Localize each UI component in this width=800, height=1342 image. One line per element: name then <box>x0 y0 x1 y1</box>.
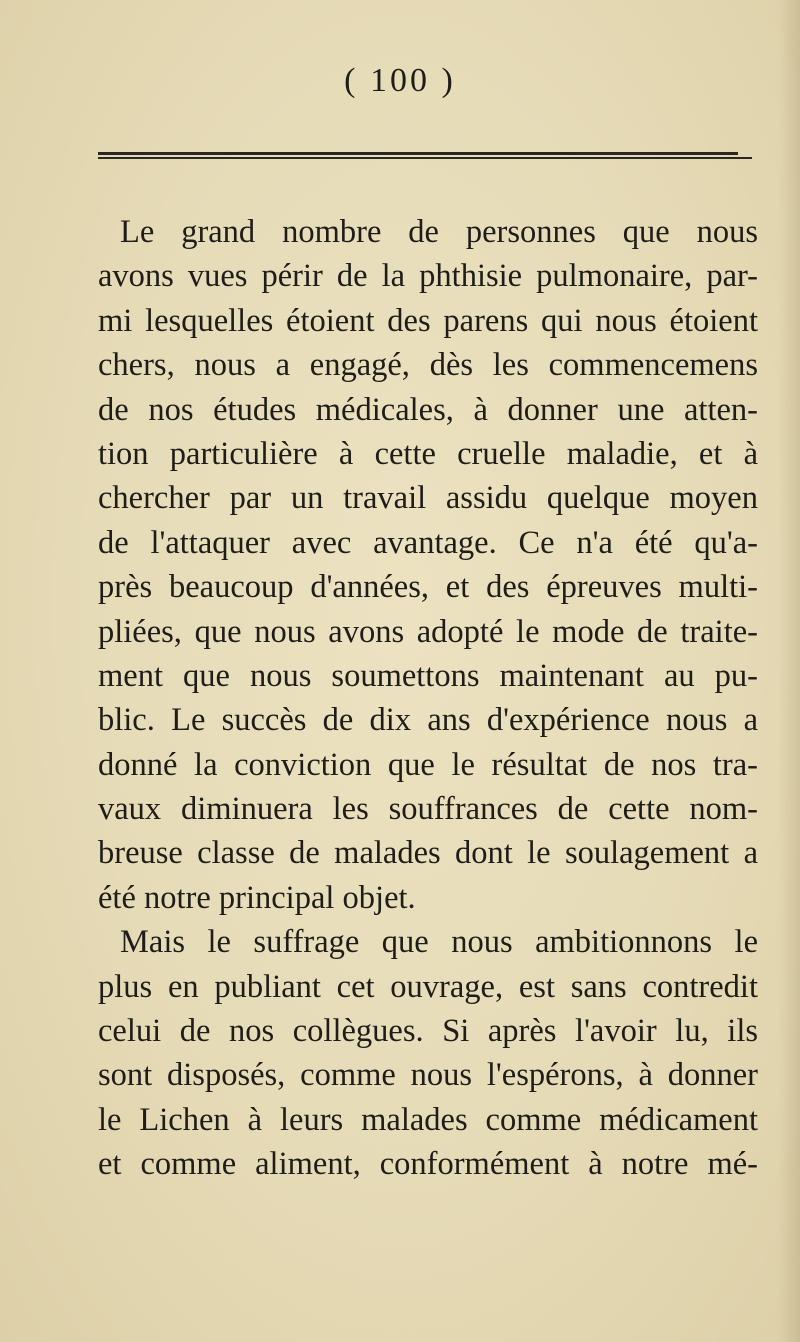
text-line: chercher par un travail assidu quelque moyen <box>98 480 758 517</box>
text-line: près beaucoup d'années, et des épreuves multi- <box>98 569 758 606</box>
text-line: et comme aliment, conformément à notre mé- <box>98 1146 758 1183</box>
page-number: ( 100 ) <box>344 62 456 99</box>
paragraph-2 <box>98 920 758 1186</box>
page-edge-shadow <box>778 0 800 1342</box>
text-line: tion particulière à cette cruelle maladie, et à <box>98 435 758 472</box>
text-line: été notre principal objet. <box>98 879 416 916</box>
text-line: blic. Le succès de dix ans d'expérience nous a <box>98 702 758 739</box>
text-line: Le grand nombre de personnes que nous <box>120 214 758 250</box>
text-line: donné la conviction que le résultat de nos tra- <box>98 746 758 783</box>
text-line: vaux diminuera les souffrances de cette nom- <box>98 791 758 828</box>
header-rule-thick <box>98 152 738 155</box>
text-line: avons vues périr de la phthisie pulmonaire, par- <box>98 258 758 295</box>
body-text <box>98 210 758 1187</box>
text-line: de l'attaquer avec avantage. Ce n'a été qu'a- <box>98 524 758 561</box>
paragraph-1 <box>98 210 758 920</box>
text-line: sont disposés, comme nous l'espérons, à donner <box>98 1057 758 1094</box>
text-line: chers, nous a engagé, dès les commencemens <box>98 347 758 384</box>
text-line: le Lichen à leurs malades comme médicament <box>98 1101 758 1138</box>
header-rule <box>98 152 752 161</box>
text-line: breuse classe de malades dont le soulagement a <box>98 835 758 872</box>
text-line: pliées, que nous avons adopté le mode de traite- <box>98 613 758 650</box>
header-rule-thin <box>98 157 752 159</box>
text-line: mi lesquelles étoient des parens qui nous étoient <box>98 302 758 339</box>
text-line: Mais le suffrage que nous ambitionnons le <box>120 924 758 961</box>
text-line: plus en publiant cet ouvrage, est sans contredit <box>98 968 758 1005</box>
text-line: de nos études médicales, à donner une atten- <box>98 391 758 428</box>
text-line: ment que nous soumettons maintenant au pu- <box>98 657 758 694</box>
text-line: celui de nos collègues. Si après l'avoir lu, ils <box>98 1013 758 1050</box>
